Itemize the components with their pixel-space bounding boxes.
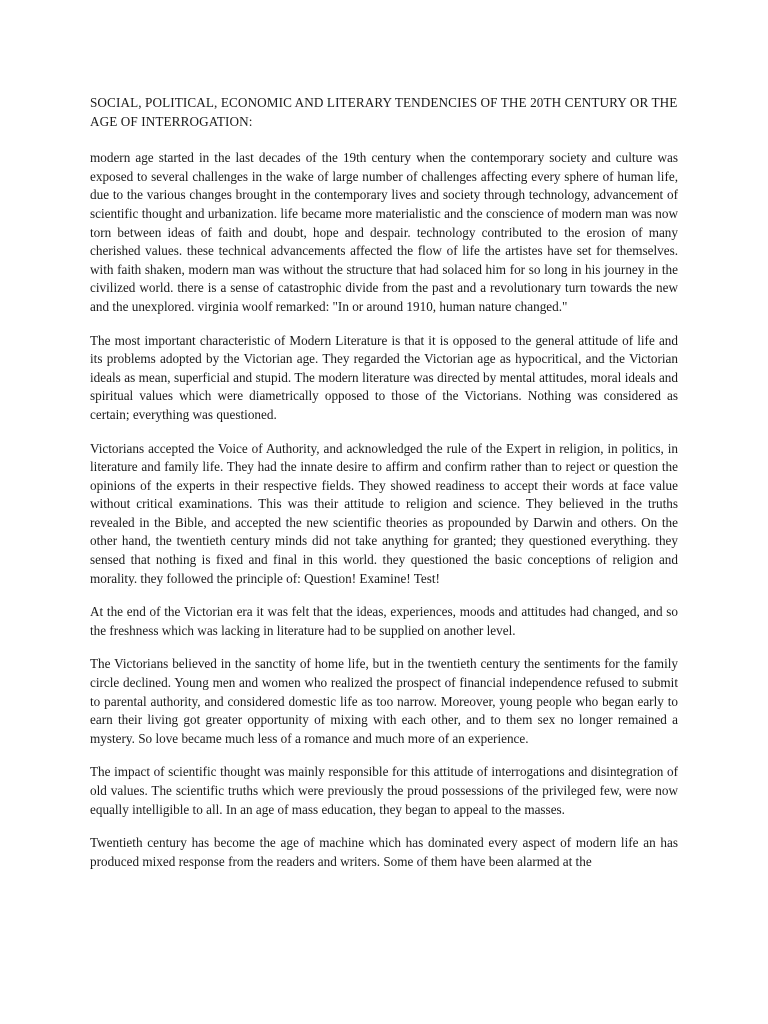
paragraph-3: Victorians accepted the Voice of Authority, and acknowledged the rule of the Expert in religion, in politics, in literature and family life. They had the innate desire to affirm and confirm rather than to reject or question the opinions of the experts in their respective fields. They showed readiness to accept their words at face value without critical examinations. This was their attitude to religion and science. They believed in the truths revealed in the Bible, and accepted the new scientific theories as propounded by Darwin and others. On the other hand, the twentieth century minds did not take anything for granted; they questioned everything. they sensed that nothing is fixed and final in this world. they questioned the basic conceptions of religion and morality. they followed the principle of: Question! Examine! Test! [90,440,678,586]
paragraph-5: The Victorians believed in the sanctity of home life, but in the twentieth century the sentiments for the family circle declined. Young men and women who realized the prospect of financial independence refused to submit to parental authority, and considered domestic life as too narrow. Moreover, young people who began early to earn their living got greater opportunity of mixing with each other, and to them sex no longer remained a mystery. So love became much less of a romance and much more of an experience. [90,656,678,746]
document-page [90,94,678,886]
paragraph-4: At the end of the Victorian era it was felt that the ideas, experiences, moods and attitudes had changed, and so the freshness which was lacking in literature had to be supplied on another level. [90,604,678,638]
document-title: SOCIAL, POLITICAL, ECONOMIC AND LITERARY TENDENCIES OF THE 20TH CENTURY OR THE AGE OF INTERROGATION: [90,95,678,129]
paragraph-7: Twentieth century has become the age of machine which has dominated every aspect of modern life an has produced mixed response from the readers and writers. Some of them have been alarmed at the [90,835,678,869]
paragraph-2: The most important characteristic of Modern Literature is that it is opposed to the general attitude of life and its problems adopted by the Victorian age. They regarded the Victorian age as hypocritical, and the Victorian ideals as mean, superficial and stupid. The modern literature was directed by mental attitudes, moral ideals and spiritual values which were diametrically opposed to those of the Victorians. Nothing was considered as certain; everything was questioned. [90,332,678,422]
paragraph-6: The impact of scientific thought was mainly responsible for this attitude of interrogations and disintegration of old values. The scientific truths which were previously the proud possessions of the privileged few, were now equally intelligible to all. In an age of mass education, they began to appeal to the masses. [90,764,678,817]
paragraph-1: modern age started in the last decades of the 19th century when the contemporary society and culture was exposed to several challenges in the wake of large number of challenges affecting every sphere of human life, due to the various changes brought in the contemporary lives and society through technology, advancement of scientific thought and urbanization. life became more materialistic and the conscience of modern man was now torn between ideas of faith and doubt, hope and despair. technology contributed to the erosion of many cherished values. these technical advancements affected the flow of life the artistes have set for themselves. with faith shaken, modern man was without the structure that had solaced him for so long in his journey in the civilized world. there is a sense of catastrophic divide from the past and a revolutionary turn towards the new and the unexplored. virginia woolf remarked: "In or around 1910, human nature changed." [90,150,678,314]
